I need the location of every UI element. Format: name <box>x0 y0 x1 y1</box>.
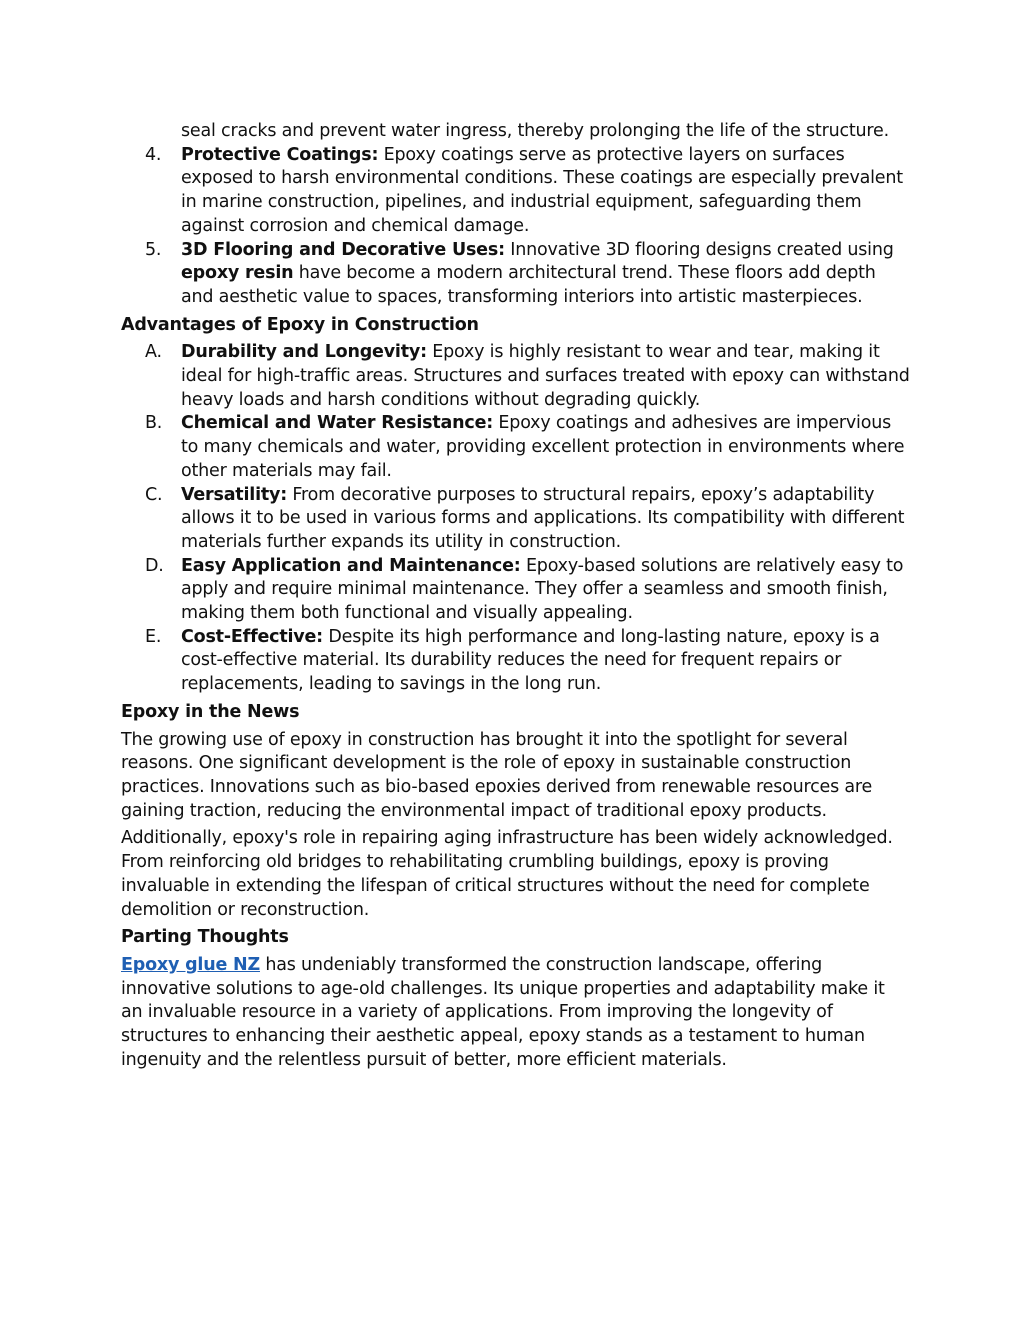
epoxy-glue-link[interactable]: Epoxy glue NZ <box>121 954 260 975</box>
parting-paragraph <box>121 954 911 1073</box>
list-marker: E. <box>145 626 162 647</box>
list-marker: 5. <box>145 239 162 260</box>
list-item-text: have become a modern architectural trend. These floors add depth and aesthetic value to spaces, transforming interiors into artistic masterpieces. <box>181 263 876 307</box>
section-heading-advantages: Advantages of Epoxy in Construction <box>121 314 479 335</box>
list-marker: D. <box>145 555 164 576</box>
list-item-title: Versatility: <box>181 484 288 505</box>
list-item-title: Cost-Effective: <box>181 626 323 647</box>
news-paragraph: The growing use of epoxy in construction has brought it into the spotlight for several reasons. One significant development is the role of epoxy in sustainable construction practices. Innovations such as bio-based epoxies derived from renewable resources are gaining traction, reducing the environmental impact of traditional epoxy products. <box>121 729 873 821</box>
list-marker: B. <box>145 413 163 434</box>
list-item-cost-effective <box>121 626 911 697</box>
list-item-text: Epoxy coatings and adhesives are impervious to many chemicals and water, providing excellent protection in environments where other materials may fail. <box>181 413 905 481</box>
list-item-chemical-resistance <box>121 412 911 483</box>
parting-text: has undeniably transformed the construction landscape, offering innovative solutions to age-old challenges. Its unique properties and adaptability make it an invaluable resource in a variety of applications. From improving the longevity of structures to enhancing their aesthetic appeal, epoxy stands as a testament to human ingenuity and the relentless pursuit of better, more efficient materials. <box>121 954 885 1070</box>
list-item-title: Durability and Longevity: <box>181 342 427 363</box>
section-heading-parting: Parting Thoughts <box>121 927 289 948</box>
list-continuation-text: seal cracks and prevent water ingress, thereby prolonging the life of the structure. <box>181 121 889 141</box>
list-item-versatility <box>121 484 911 555</box>
list-item-emphasis: epoxy resin <box>181 263 294 284</box>
news-paragraph: Additionally, epoxy's role in repairing aging infrastructure has been widely acknowledged. From reinforcing old bridges to rehabilitating crumbling buildings, epoxy is proving invaluable in extending the lifespan of critical structures without the need for complete demolition or reconstruction. <box>121 828 893 920</box>
list-marker: 4. <box>145 144 162 165</box>
list-item-text: Despite its high performance and long-lasting nature, epoxy is a cost-effective material. Its durability reduces the need for frequent repairs or replacements, leading to savings in the long run. <box>181 626 880 695</box>
list-item-title: Protective Coatings: <box>181 144 379 165</box>
list-item-text: Epoxy is highly resistant to wear and tear, making it ideal for high-traffic areas. Structures and surfaces treated with epoxy can withstand heavy loads and harsh conditions without degrading quickly. <box>181 342 910 410</box>
document-page <box>121 120 911 1076</box>
list-item-text: Innovative 3D flooring designs created using <box>504 239 894 260</box>
list-marker: A. <box>145 342 162 363</box>
list-item-easy-application <box>121 555 911 626</box>
section-heading-news: Epoxy in the News <box>121 701 300 722</box>
list-item-title: 3D Flooring and Decorative Uses: <box>181 239 505 260</box>
list-item-durability <box>121 341 911 412</box>
list-continuation <box>121 120 911 144</box>
list-item-text: Epoxy-based solutions are relatively easy to apply and require minimal maintenance. They offer a seamless and smooth finish, making them both functional and visually appealing. <box>181 555 904 624</box>
list-item-text: Epoxy coatings serve as protective layers on surfaces exposed to harsh environmental conditions. These coatings are especially prevalent in marine construction, pipelines, and industrial equipment, safeguarding them against corrosion and chemical damage. <box>181 144 903 236</box>
list-marker: C. <box>145 484 163 505</box>
list-item-protective-coatings <box>121 144 911 239</box>
list-item-3d-flooring <box>121 239 911 310</box>
list-item-title: Chemical and Water Resistance: <box>181 413 494 434</box>
list-item-text: From decorative purposes to structural repairs, epoxy’s adaptability allows it to be used in various forms and applications. Its compatibility with different materials further expands its utility in construction. <box>181 484 905 552</box>
list-item-title: Easy Application and Maintenance: <box>181 555 521 576</box>
